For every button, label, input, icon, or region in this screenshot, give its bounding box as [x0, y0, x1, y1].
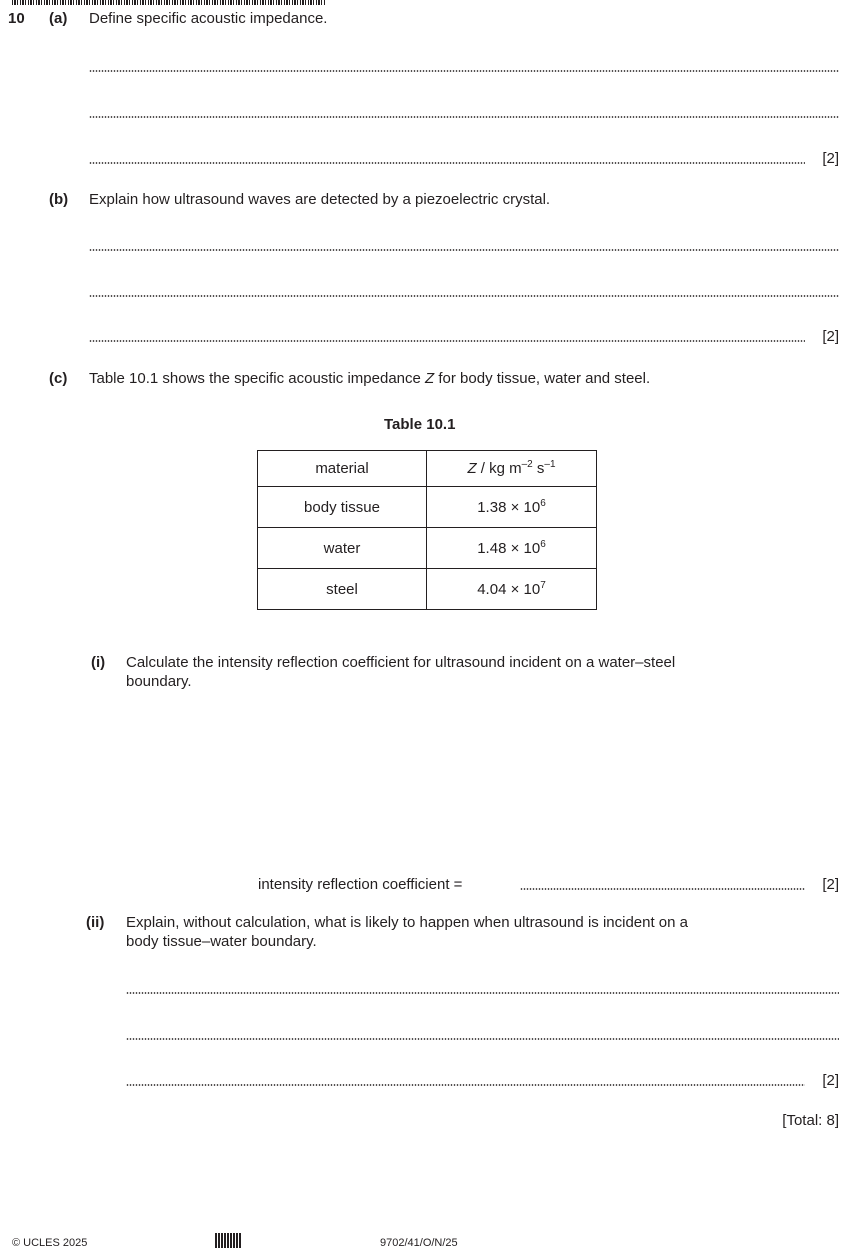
part-b-text: Explain how ultrasound waves are detected by a piezoelectric crystal. [89, 191, 551, 208]
impedance-cell: $4.04 \times 10^7$ [427, 569, 597, 610]
part-c-label: (c) [49, 370, 68, 387]
part-c-i-marks: [2] [822, 876, 839, 893]
answer-line-a3[interactable] [89, 162, 805, 164]
part-c-i-text-line2: boundary. [126, 673, 192, 690]
material-cell: body tissue [258, 487, 427, 528]
material-cell: water [258, 528, 427, 569]
top-barcode [12, 0, 326, 5]
answer-line-b1[interactable] [89, 249, 839, 251]
total-marks: [Total: 8] [782, 1112, 839, 1129]
answer-line-c-ii-2[interactable] [126, 1038, 839, 1040]
table-row [258, 528, 597, 569]
part-b-label: (b) [49, 191, 69, 208]
answer-line-a2[interactable] [89, 116, 839, 118]
answer-line-c-i[interactable] [520, 888, 805, 890]
qr-code-icon [215, 1233, 241, 1248]
table-header-row [258, 451, 597, 487]
material-cell: steel [258, 569, 427, 610]
table-row [258, 487, 597, 528]
part-a-marks: [2] [822, 150, 839, 167]
answer-line-a1[interactable] [89, 70, 839, 72]
part-c-i-label: (i) [91, 654, 106, 671]
part-a-text: Define specific acoustic impedance. [89, 10, 328, 27]
impedance-table [257, 450, 597, 610]
header-material: material [258, 451, 427, 487]
answer-line-b3[interactable] [89, 340, 805, 342]
part-b-marks: [2] [822, 328, 839, 345]
part-c-ii-text-line1: Explain, without calculation, what is likely to happen when ultrasound is incident on a [126, 914, 689, 931]
part-c-ii-text-line2: body tissue–water boundary. [126, 933, 317, 950]
copyright: © UCLES 2025 [12, 1237, 88, 1249]
answer-line-c-ii-3[interactable] [126, 1084, 805, 1086]
impedance-cell: $1.38 \times 10^6$ [427, 487, 597, 528]
part-a-label: (a) [49, 10, 68, 27]
answer-label: intensity reflection coefficient = [258, 876, 463, 893]
answer-line-b2[interactable] [89, 295, 839, 297]
table-caption: Table 10.1 [384, 416, 456, 433]
paper-code: 9702/41/O/N/25 [380, 1237, 458, 1249]
impedance-cell: $1.48 \times 10^6$ [427, 528, 597, 569]
header-impedance: Z / kg $m^{-2}$ $s^{-1}$ [427, 451, 597, 487]
answer-line-c-ii-1[interactable] [126, 992, 839, 994]
table-row [258, 569, 597, 610]
part-c-i-text-line1: Calculate the intensity reflection coefficient for ultrasound incident on a water–steel [126, 654, 676, 671]
part-c-ii-marks: [2] [822, 1072, 839, 1089]
part-c-text: Table 10.1 shows the specific acoustic impedance Z for body tissue, water and steel. [89, 370, 651, 387]
question-number: 10 [8, 10, 25, 27]
part-c-ii-label: (ii) [86, 914, 105, 931]
